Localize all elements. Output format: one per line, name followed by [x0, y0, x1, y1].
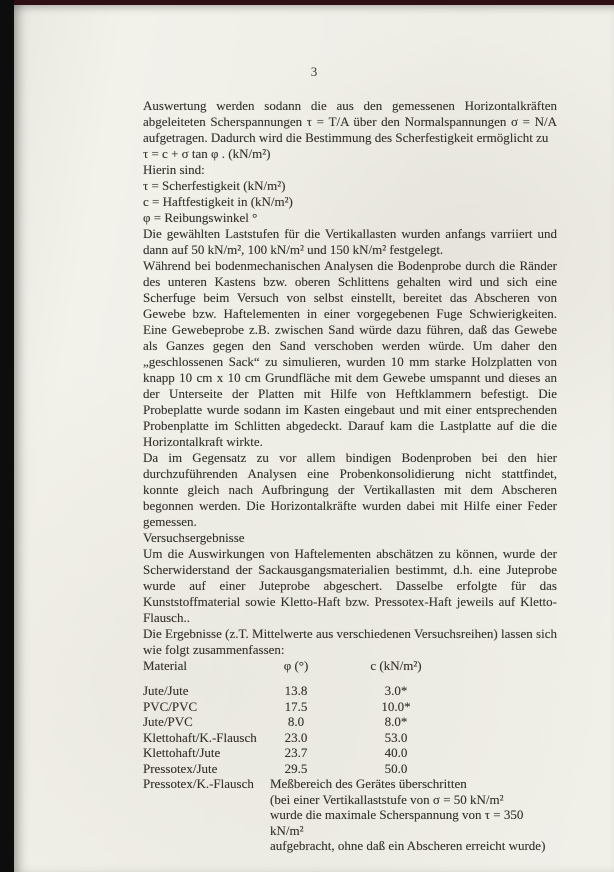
cell-material: Pressotex/Jute [143, 760, 218, 776]
cell-material: Klettohaft/Jute [143, 745, 221, 760]
header-c: c (kN/m²) [370, 658, 422, 673]
paragraph-load-levels: Die gewählten Laststufen für die Vertikallasten wurden anfangs varriiert und dann auf 50 kN/m², 100 kN/m² und 150 kN/m² festgelegt. [143, 226, 557, 257]
table-row [143, 714, 557, 730]
cell-phi: 23.7 [284, 745, 308, 760]
footnote-line: aufgebracht, ohne daß ein Abscheren erreicht wurde) [270, 838, 546, 853]
paragraph-consolidation: Da im Gegensatz zu vor allem bindigen Bodenproben bei den hier durchzuführenden Analysen eine Probenkonsolidierung nicht stattfindet, konnte gleich nach Aufbringung der Vertikallasten mit dem Abscheren begonnen werden. Die Horizontalkräfte wurden dabei mit Hilfe einer Feder gemessen. [143, 450, 557, 529]
definitions-intro: Hierin sind: [143, 162, 205, 177]
table-row [143, 776, 557, 792]
cell-phi: 8.0 [287, 714, 305, 729]
header-material: Material [143, 658, 188, 673]
definition-item: c = Haftfestigkeit in (kN/m²) [143, 194, 293, 209]
cell-phi: 29.5 [284, 760, 308, 776]
cell-material: Pressotex/K.-Flausch [143, 776, 254, 791]
paragraph-evaluation: Auswertung werden sodann die aus den gemessenen Horizontalkräften abgeleiteten Scherspannungen τ = T/A über den Normalspannungen σ = N/A aufgetragen. Dadurch wird die Bestimmung des Scherfestigkeit ermöglicht zu [143, 98, 557, 145]
cell-c: 50.0 [384, 760, 408, 776]
footnote-line: (bei einer Vertikallaststufe von σ = 50 kN/m² [270, 791, 504, 807]
page-number: 3 [310, 64, 318, 79]
table-footnotes [143, 792, 557, 854]
cell-c: 10.0* [381, 698, 411, 714]
paragraph-results-intro: Die Ergebnisse (z.T. Mittelwerte aus verschiedenen Versuchsreihen) lassen sich wie folgt zusammenfassen: [143, 626, 557, 657]
definition-item: φ = Reibungswinkel ° [143, 210, 258, 225]
definition-item: τ = Scherfestigkeit (kN/m²) [143, 178, 286, 193]
cell-phi: 17.5 [284, 698, 308, 714]
section-heading-results: Versuchsergebnisse [143, 530, 245, 545]
footnote-line: wurde die maximale Scherspannung von τ = 350 kN/m² [270, 807, 524, 838]
cell-phi: 13.8 [284, 683, 308, 698]
table-row [143, 745, 557, 761]
table-row [143, 683, 557, 699]
table-row [143, 730, 557, 746]
table-row [143, 761, 557, 777]
cell-c: 53.0 [384, 729, 408, 745]
cell-material: PVC/PVC [143, 698, 198, 714]
table-row [143, 699, 557, 715]
paper-page [14, 5, 614, 872]
cell-range-exceeded-note: Meßbereich des Gerätes überschritten [270, 776, 467, 791]
page-content [143, 98, 557, 854]
table-header-row [143, 658, 557, 674]
cell-material: Jute/PVC [143, 714, 193, 729]
definitions-list [143, 178, 557, 226]
cell-material: Klettohaft/K.-Flausch [143, 729, 257, 745]
paragraph-adhesion-effects: Um die Auswirkungen von Haftelementen abschätzen zu können, wurde der Scherwiderstand der Sackausgangsmaterialien bestimmt, d.h. eine Juteprobe wurde auf einer Juteprobe abgeschert. Dasselbe erfolgte für das Kunststoffmaterial sowie Kletto-Haft bzw. Pressotex-Haft jeweils auf Kletto-Flausch.. [143, 546, 557, 625]
header-phi: φ (°) [283, 658, 309, 673]
results-table [143, 658, 557, 854]
cell-c: 3.0* [384, 683, 408, 698]
cell-c: 8.0* [384, 714, 408, 729]
cell-c: 40.0 [384, 745, 408, 760]
paragraph-shear-test-method: Während bei bodenmechanischen Analysen die Bodenprobe durch die Ränder des unteren Kastens bzw. oberen Schlittens gehalten wird und sich eine Scherfuge beim Versuch von selbst einstellt, bereitet das Abscheren von Gewebe bzw. Haftelementen in einer vorgegebenen Fuge Schwierigkeiten. Eine Gewebeprobe z.B. zwischen Sand würde dazu führen, daß das Gewebe als Ganzes gegen den Sand verschoben werden würde. Um daher den „geschlossenen Sack“ zu simulieren, wurden 10 mm starke Holzplatten von knapp 10 cm x 10 cm Grundfläche mit dem Gewebe umspannt und dieses an der Unterseite der Platten mit Hilfe von Heftklammern befestigt. Die Probeplatte wurde sodann im Kasten eingebaut und mit einer entsprechenden Probenplatte im Schlitten abgedeckt. Darauf kam die Lastplatte auf die die Horizontalkraft wirkte. [143, 258, 557, 449]
cell-phi: 23.0 [284, 729, 308, 745]
cell-material: Jute/Jute [143, 683, 189, 698]
formula-line: τ = c + σ tan φ . (kN/m²) [143, 146, 271, 161]
